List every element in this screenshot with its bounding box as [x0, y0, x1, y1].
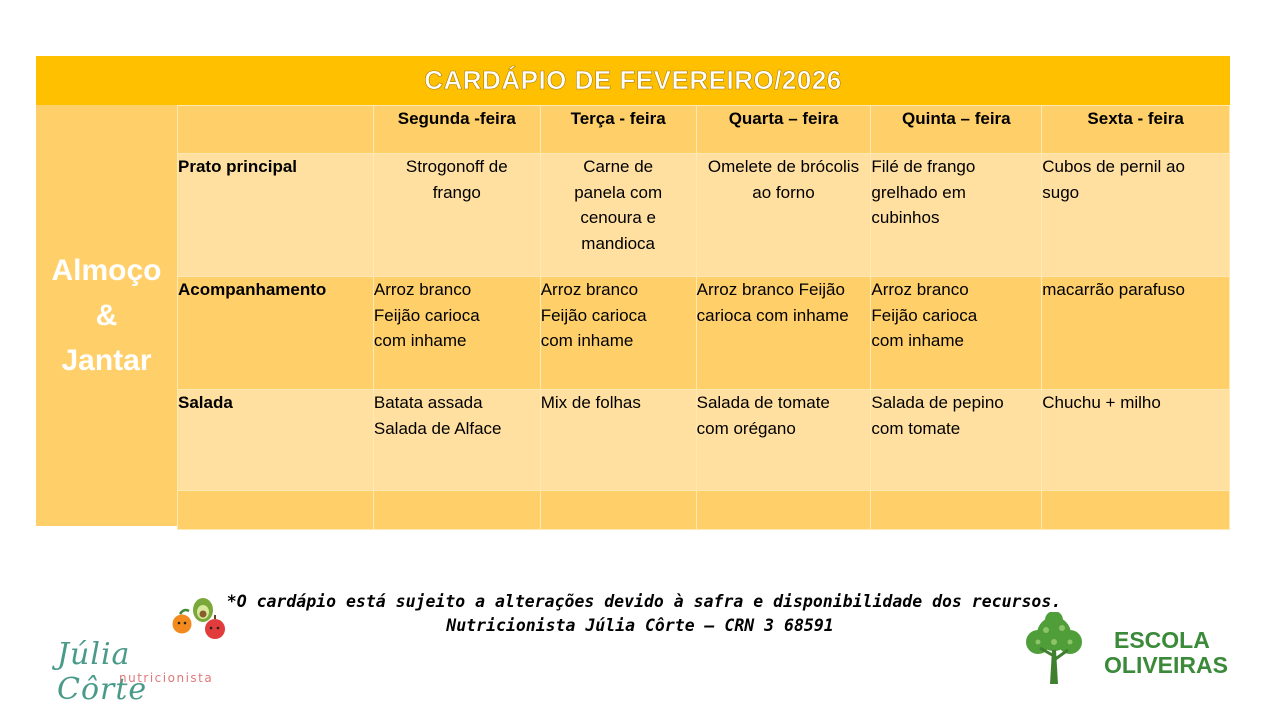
empty-cell [178, 491, 374, 530]
title-bar [36, 56, 1230, 105]
table-row [178, 277, 1230, 390]
table-row [178, 154, 1230, 277]
menu-cell: Filé de frango grelhado em cubinhos [871, 154, 1042, 277]
empty-cell [871, 491, 1042, 530]
menu-cell: Salada de tomate com orégano [696, 390, 871, 491]
day-header-wednesday: Quarta – feira [696, 106, 871, 154]
menu-cell: Arroz branco Feijão carioca com inhame [540, 277, 696, 390]
menu-cell: Carne de panela com cenoura e mandioca [540, 154, 696, 277]
table-row [178, 390, 1230, 491]
meal-label-line: & [95, 299, 118, 332]
empty-row [178, 491, 1230, 530]
menu-cell: Cubos de pernil ao sugo [1042, 154, 1230, 277]
menu-cell: Salada de pepino com tomate [871, 390, 1042, 491]
menu-cell: Arroz branco Feijão carioca com inhame [696, 277, 871, 390]
escola-logo-line1: ESCOLA [1114, 627, 1210, 653]
empty-cell [1042, 491, 1230, 530]
meal-label-line: Jantar [61, 344, 152, 377]
menu-title: CARDÁPIO DE FEVEREIRO/2026 [424, 65, 842, 95]
menu-cell: Arroz branco Feijão carioca com inhame [871, 277, 1042, 390]
row-label-main-dish: Prato principal [178, 154, 374, 277]
menu-cell: Chuchu + milho [1042, 390, 1230, 491]
menu-cell: Mix de folhas [540, 390, 696, 491]
row-label-salad: Salada [178, 390, 374, 491]
julia-logo-subtitle: nutricionista [119, 671, 214, 685]
meal-label-cell [36, 105, 177, 526]
menu-grid [177, 105, 1230, 530]
menu-cell: Omelete de brócolis ao forno [696, 154, 871, 277]
menu-cell: Arroz branco Feijão carioca com inhame [373, 277, 540, 390]
menu-cell: Strogonoff de frango [373, 154, 540, 277]
meal-label [51, 248, 161, 383]
header-empty-cell [178, 106, 374, 154]
empty-cell [540, 491, 696, 530]
julia-corte-logo [55, 595, 230, 707]
day-header-friday: Sexta - feira [1042, 106, 1230, 154]
day-header-tuesday: Terça - feira [540, 106, 696, 154]
row-label-side-dish: Acompanhamento [178, 277, 374, 390]
escola-logo-text [1104, 628, 1228, 678]
nutritionist-credit: Nutricionista Júlia Côrte – CRN 3 68591 [446, 616, 834, 635]
escola-logo-line2: OLIVEIRAS [1104, 652, 1228, 678]
day-header-monday: Segunda -feira [373, 106, 540, 154]
tree-icon [1020, 612, 1090, 687]
empty-cell [696, 491, 871, 530]
header-row [178, 106, 1230, 154]
day-header-thursday: Quinta – feira [871, 106, 1042, 154]
menu-cell: macarrão parafuso [1042, 277, 1230, 390]
escola-oliveiras-logo [1020, 612, 1228, 687]
menu-table [36, 56, 1230, 526]
menu-cell: Batata assada Salada de Alface [373, 390, 540, 491]
julia-logo-name: Júlia Côrte [57, 637, 148, 707]
meal-label-line: Almoço [51, 254, 162, 287]
empty-cell [373, 491, 540, 530]
disclaimer-note: *O cardápio está sujeito a alterações devido à safra e disponibilidade dos recursos. [226, 592, 1062, 611]
